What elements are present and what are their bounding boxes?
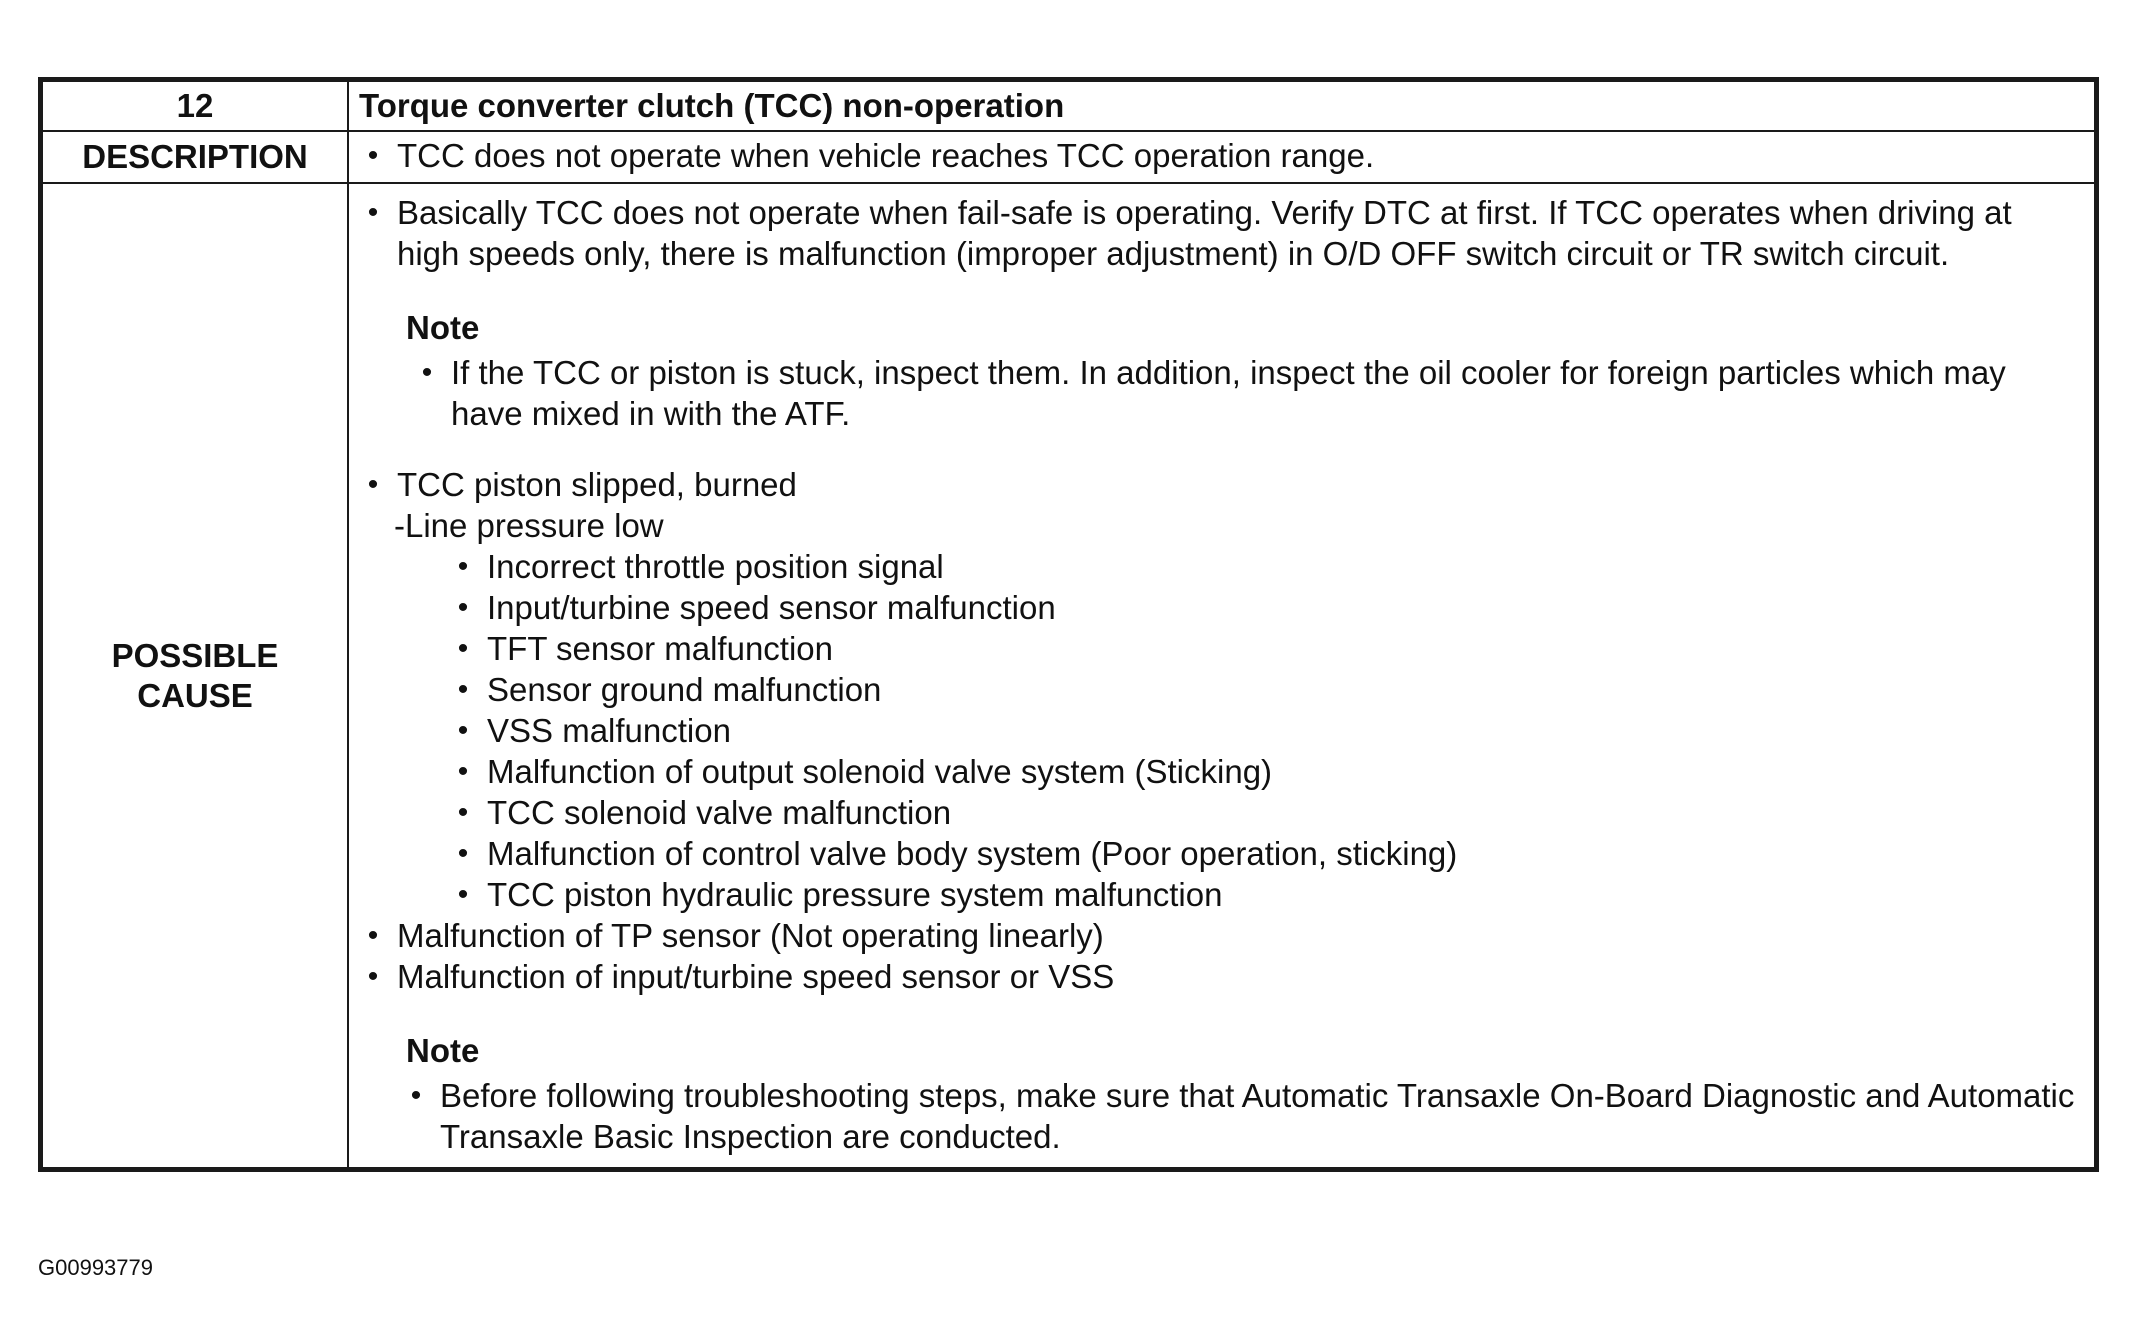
bullet-icon: • — [457, 550, 469, 583]
cause-list-item — [349, 464, 2078, 505]
note-item — [349, 352, 2078, 434]
sub-cause-item — [349, 710, 2078, 751]
bullet-icon: • — [367, 468, 379, 501]
possible-cause-row — [42, 183, 2095, 1168]
sub-cause-text: VSS malfunction — [487, 712, 731, 749]
note-block-2 — [349, 1027, 2078, 1157]
symptom-number: 12 — [42, 81, 348, 131]
bullet-icon: • — [457, 591, 469, 624]
sub-cause-text: Malfunction of control valve body system (Poor operation, sticking) — [487, 835, 1458, 872]
bullet-icon: • — [457, 837, 469, 870]
sub-cause-item — [349, 833, 2078, 874]
description-item — [349, 132, 2094, 180]
sub-cause-text: Sensor ground malfunction — [487, 671, 882, 708]
sub-cause-text: Incorrect throttle position signal — [487, 548, 944, 585]
cause-list-item — [349, 956, 2078, 997]
sub-cause-item — [349, 874, 2078, 915]
cause-intro-text: Basically TCC does not operate when fail-safe is operating. Verify DTC at first. If TCC operates when driving at high speeds only, there is malfunction (improper adjustment) in O/D OFF switch circuit or TR switch circuit. — [397, 194, 2012, 272]
note-title: Note — [406, 1032, 480, 1069]
cause-text: TCC piston slipped, burned — [397, 466, 797, 503]
bullet-icon: • — [367, 919, 379, 952]
note-title: Note — [406, 309, 480, 346]
figure-id: G00993779 — [38, 1255, 153, 1280]
bullet-icon: • — [457, 878, 469, 911]
note-item — [349, 1075, 2078, 1157]
possible-cause-label — [42, 183, 348, 1168]
description-label: DESCRIPTION — [42, 131, 348, 183]
bullet-icon: • — [457, 755, 469, 788]
bullet-icon: • — [457, 796, 469, 829]
header-row — [42, 81, 2095, 131]
sub-cause-item — [349, 546, 2078, 587]
possible-cause-label-line2: CAUSE — [137, 676, 253, 714]
sub-cause-item — [349, 792, 2078, 833]
sub-cause-item — [349, 669, 2078, 710]
sub-cause-text: Input/turbine speed sensor malfunction — [487, 589, 1056, 626]
bullet-icon: • — [457, 714, 469, 747]
description-text: TCC does not operate when vehicle reaches TCC operation range. — [397, 137, 1375, 174]
symptom-title: Torque converter clutch (TCC) non-operation — [348, 81, 2095, 131]
bullet-icon: • — [410, 1079, 422, 1112]
description-cell — [348, 131, 2095, 183]
bullet-icon: • — [367, 139, 379, 172]
sub-cause-list — [349, 546, 2078, 915]
possible-cause-cell — [348, 183, 2095, 1168]
note-text: If the TCC or piston is stuck, inspect them. In addition, inspect the oil cooler for foreign particles which may have mixed in with the ATF. — [451, 354, 2006, 432]
bullet-icon: • — [367, 196, 379, 229]
cause-text: Malfunction of TP sensor (Not operating linearly) — [397, 917, 1104, 954]
possible-cause-label-line1: POSSIBLE — [111, 636, 279, 674]
sub-cause-text: TFT sensor malfunction — [487, 630, 834, 667]
sub-cause-item — [349, 628, 2078, 669]
description-row — [42, 131, 2095, 183]
sub-cause-text: TCC solenoid valve malfunction — [487, 794, 952, 831]
diagnostic-table-frame — [38, 77, 2099, 1172]
sub-cause-text: TCC piston hydraulic pressure system malfunction — [487, 876, 1223, 913]
sub-cause-text: Malfunction of output solenoid valve system (Sticking) — [487, 753, 1273, 790]
cause-intro-item — [349, 192, 2078, 274]
note-block-1 — [349, 304, 2078, 434]
cause-text: Malfunction of input/turbine speed sensor or VSS — [397, 958, 1115, 995]
diagnostic-table — [41, 80, 2096, 1169]
cause-list-item — [349, 915, 2078, 956]
note-text: Before following troubleshooting steps, make sure that Automatic Transaxle On-Board Diagnostic and Automatic Transaxle Basic Inspection are conducted. — [440, 1077, 2075, 1155]
sub-cause-item — [349, 587, 2078, 628]
bullet-icon: • — [457, 673, 469, 706]
sub-cause-item — [349, 751, 2078, 792]
bullet-icon: • — [367, 960, 379, 993]
bullet-icon: • — [421, 356, 433, 389]
bullet-icon: • — [457, 632, 469, 665]
line-pressure-subheading: -Line pressure low — [394, 507, 664, 544]
